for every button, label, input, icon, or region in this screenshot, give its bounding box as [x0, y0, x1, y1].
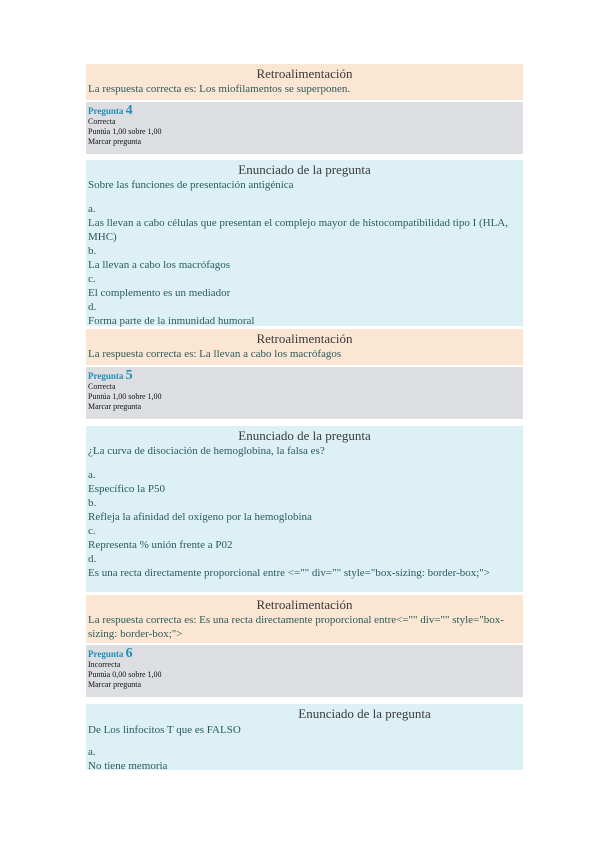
question-number-value: 5 [125, 368, 133, 383]
answer-option[interactable] [88, 745, 521, 773]
question-number-value: 6 [125, 646, 133, 661]
feedback-text: La respuesta correcta es: La llevan a cabo los macrófagos [88, 348, 342, 360]
answer-option[interactable] [88, 202, 521, 244]
question-number [88, 648, 521, 660]
flag-question-link[interactable]: Marcar pregunta [88, 402, 142, 411]
question-statement-q4 [86, 160, 523, 326]
option-letter: b. [88, 497, 97, 509]
option-letter: a. [88, 469, 96, 481]
option-text: Es una recta directamente proporcional entre <="" div="" style="box-sizing: border-box;"> [88, 567, 490, 579]
question-number-value: 4 [125, 103, 133, 118]
option-text: Forma parte de la inmunidad humoral [88, 315, 255, 327]
question-score: Puntúa 1,00 sobre 1,00 [88, 127, 162, 136]
option-text: El complemento es un mediador [88, 287, 231, 299]
answer-option[interactable] [88, 300, 521, 328]
option-letter: c. [88, 525, 96, 537]
feedback-text: La respuesta correcta es: Los miofilamentos se superponen. [88, 83, 351, 95]
flag-question-link[interactable]: Marcar pregunta [88, 680, 142, 689]
answer-option[interactable] [88, 552, 521, 580]
question-number [88, 370, 521, 382]
answer-option[interactable] [88, 524, 521, 552]
question-label: Pregunta [88, 649, 124, 659]
question-score: Puntúa 1,00 sobre 1,00 [88, 392, 162, 401]
option-text: No tiene memoria [88, 760, 168, 772]
statement-title: Enunciado de la pregunta [238, 162, 371, 177]
option-text: Representa % unión frente a P02 [88, 539, 233, 551]
question-label: Pregunta [88, 106, 124, 116]
option-text: Las llevan a cabo células que presentan el complejo mayor de histocompatibilidad tipo I (HLA, MHC) [88, 217, 509, 243]
feedback-title: Retroalimentación [256, 66, 353, 81]
question-statement-q5 [86, 426, 523, 592]
question-score: Puntúa 0,00 sobre 1,00 [88, 670, 162, 679]
question-status: Correcta [88, 117, 116, 126]
question-text: De Los linfocitos T que es FALSO [88, 724, 241, 736]
question-statement-q6 [86, 704, 523, 770]
feedback-box-q4 [86, 329, 523, 365]
question-info-q6 [86, 645, 523, 697]
feedback-title: Retroalimentación [256, 597, 353, 612]
answer-option[interactable] [88, 468, 521, 496]
question-number [88, 105, 521, 117]
feedback-text: La respuesta correcta es: Es una recta directamente proporcional entre<="" div="" style="box-sizing: border-box;"> [88, 614, 504, 640]
question-status: Correcta [88, 382, 116, 391]
option-letter: a. [88, 203, 96, 215]
option-letter: a. [88, 746, 96, 758]
feedback-box-q3 [86, 64, 523, 100]
statement-title: Enunciado de la pregunta [238, 428, 371, 443]
question-info-q4 [86, 102, 523, 154]
question-label: Pregunta [88, 371, 124, 381]
answer-option[interactable] [88, 496, 521, 524]
option-letter: d. [88, 301, 97, 313]
question-text: Sobre las funciones de presentación antigénica [88, 179, 294, 191]
flag-question-link[interactable]: Marcar pregunta [88, 137, 142, 146]
feedback-box-q5 [86, 595, 523, 643]
answer-option[interactable] [88, 272, 521, 300]
answer-option[interactable] [88, 244, 521, 272]
option-letter: b. [88, 245, 97, 257]
statement-title: Enunciado de la pregunta [298, 706, 431, 721]
option-text: Específico la P50 [88, 483, 165, 495]
option-text: La llevan a cabo los macrófagos [88, 259, 231, 271]
feedback-title: Retroalimentación [256, 331, 353, 346]
option-letter: d. [88, 553, 97, 565]
question-info-q5 [86, 367, 523, 419]
question-text: ¿La curva de disociación de hemoglobina, la falsa es? [88, 445, 325, 457]
question-status: Incorrecta [88, 660, 121, 669]
option-letter: c. [88, 273, 96, 285]
option-text: Refleja la afinidad del oxígeno por la hemoglobina [88, 511, 312, 523]
